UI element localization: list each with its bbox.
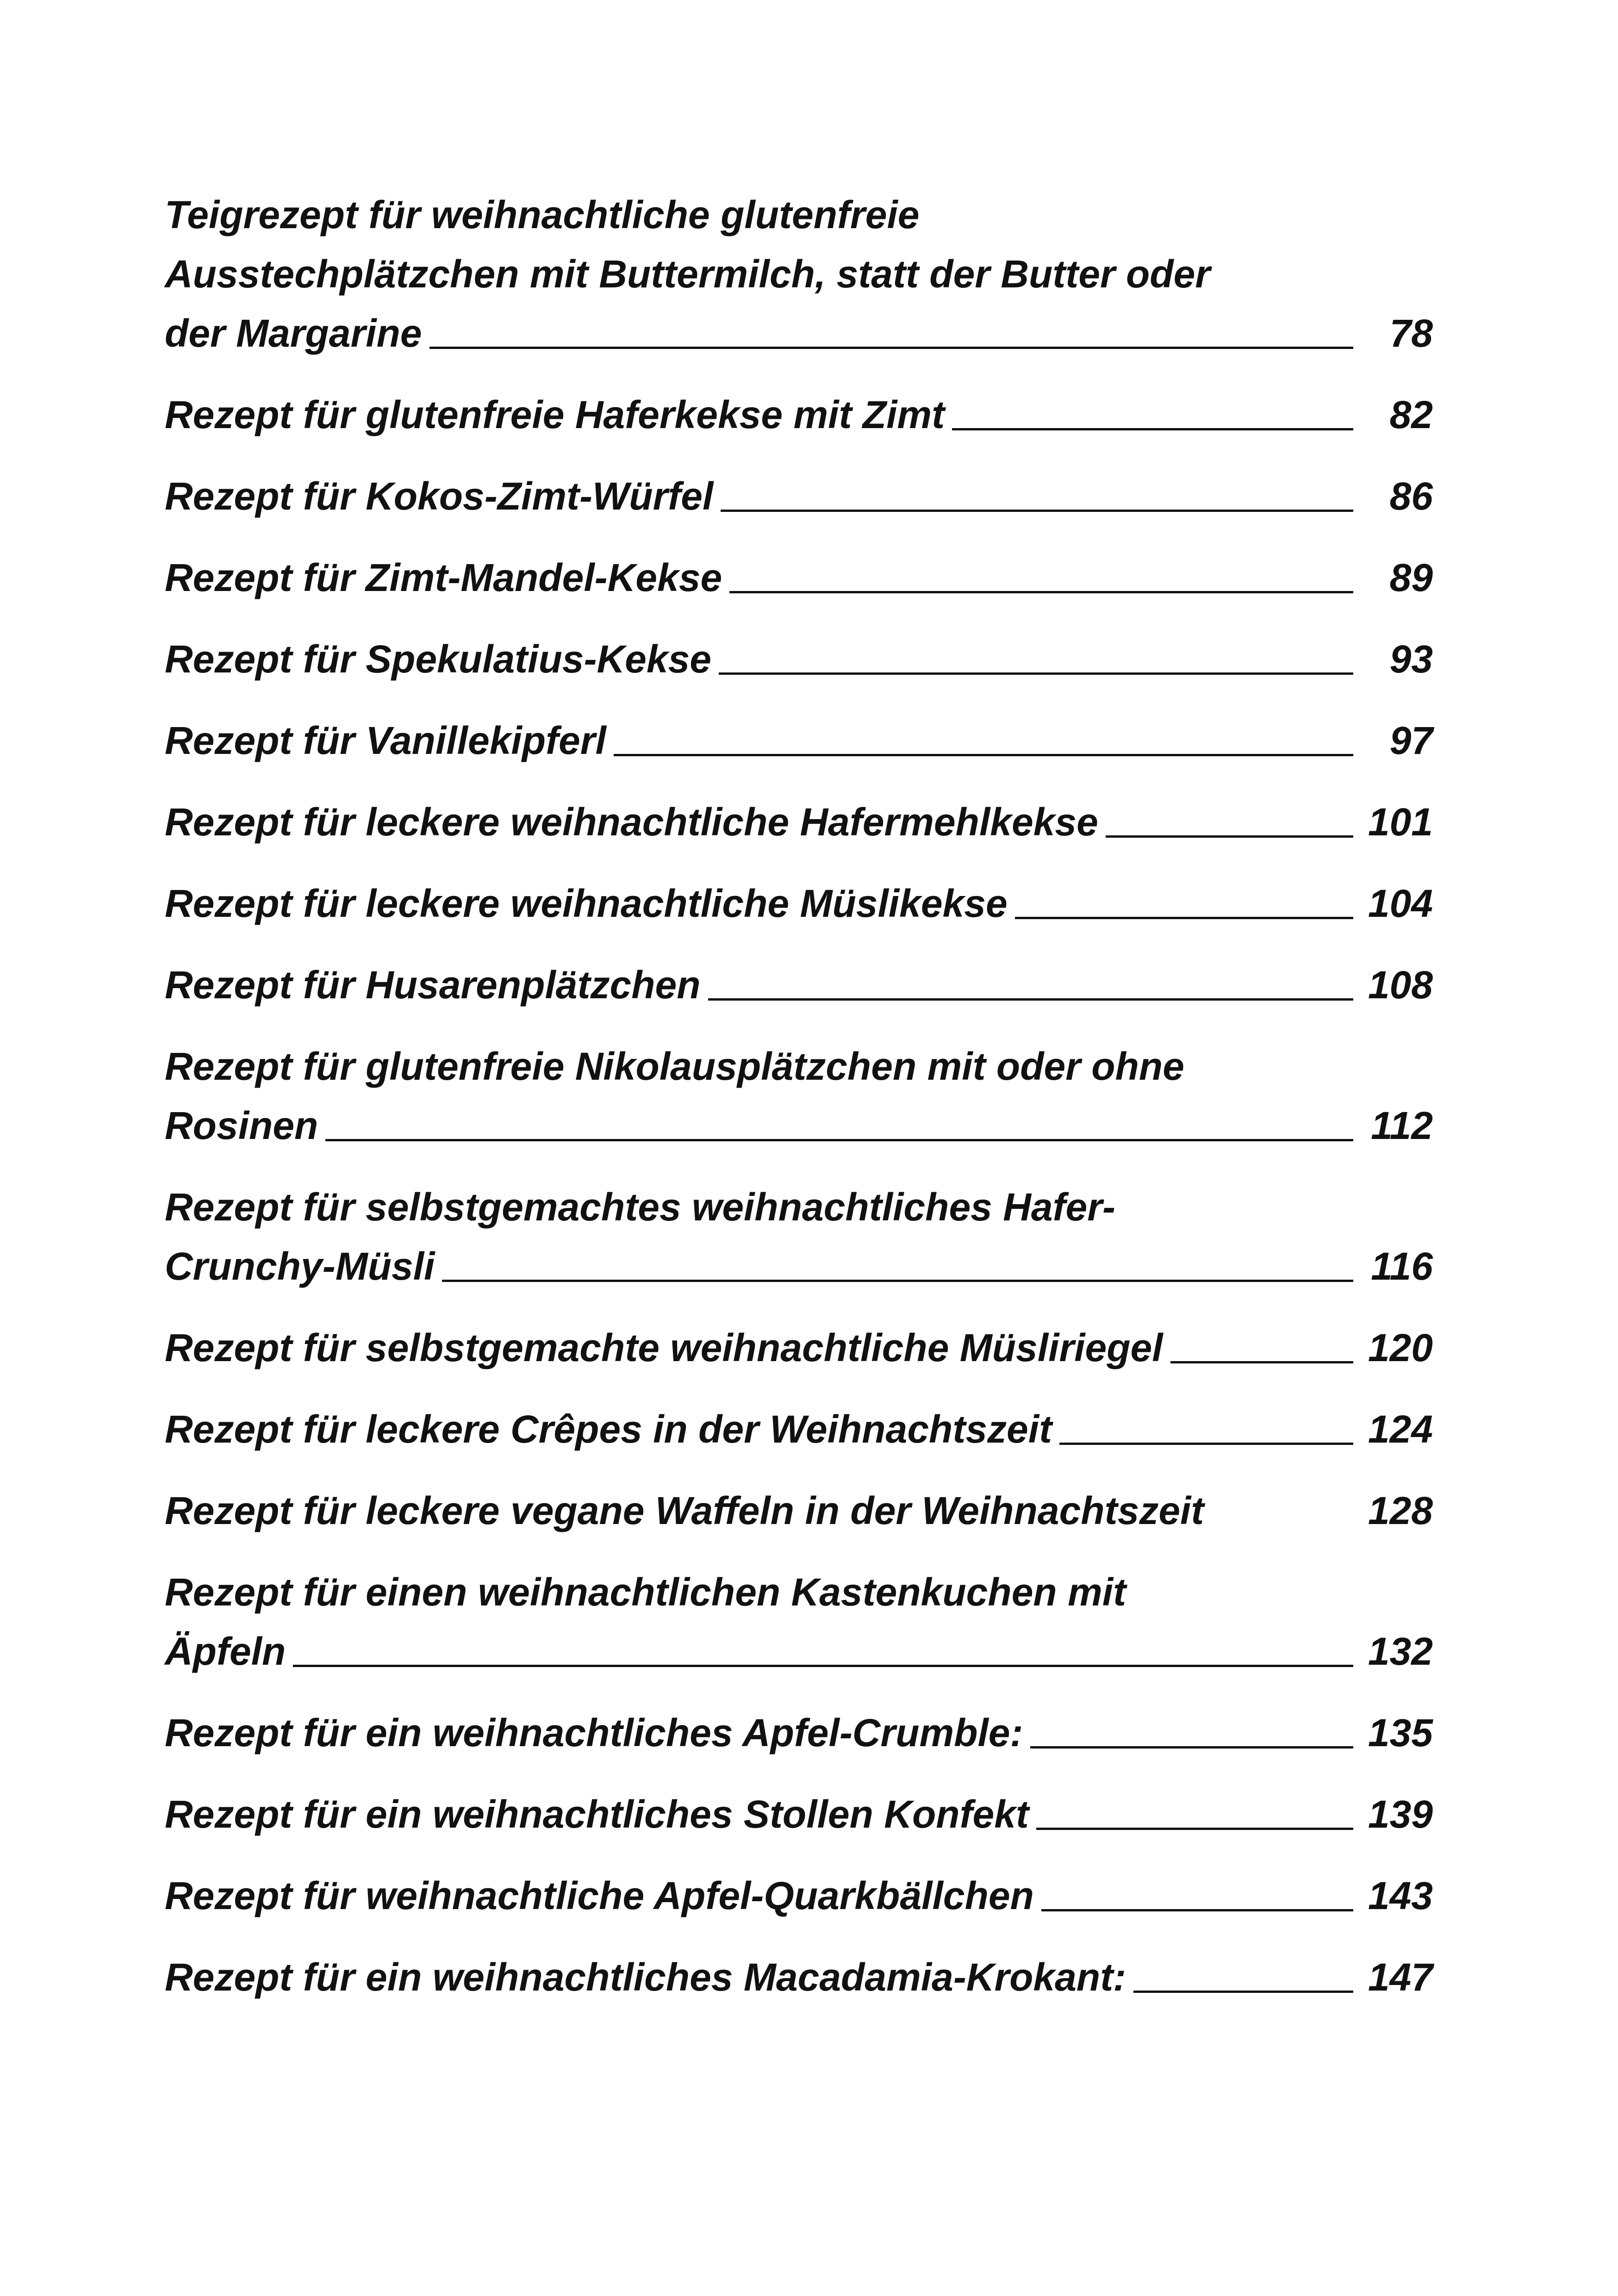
toc-entry[interactable] — [165, 185, 1433, 363]
toc-leader-line — [293, 1665, 1353, 1667]
toc-title-line: Ausstechplätzchen mit Buttermilch, statt der Butter oder — [165, 252, 1211, 296]
toc-entry-title — [165, 1785, 1363, 1844]
toc-leader-line — [1211, 1524, 1353, 1526]
toc-leader-line — [1036, 1828, 1353, 1830]
toc-title-line: Rezept für selbstgemachte weihnachtliche Müsliriegel — [165, 1326, 1163, 1369]
toc-leader-line — [1030, 1746, 1353, 1748]
toc-title-last-line — [165, 1318, 1363, 1377]
toc-title-line: Teigrezept für weihnachtliche glutenfreie — [165, 193, 920, 236]
toc-entry-title — [165, 1177, 1363, 1296]
toc-entry[interactable] — [165, 1400, 1433, 1459]
toc-title-last-line — [165, 1785, 1363, 1844]
toc-entry[interactable] — [165, 1703, 1433, 1762]
toc-title-line: Rezept für leckere Crêpes in der Weihnachtszeit — [165, 1407, 1052, 1451]
toc-leader-line — [1015, 917, 1353, 919]
toc-entry[interactable] — [165, 467, 1433, 526]
toc-leader-line — [721, 510, 1353, 512]
toc-title-last-line — [165, 874, 1363, 933]
toc-title-last-line — [165, 1481, 1363, 1540]
toc-entry[interactable] — [165, 874, 1433, 933]
toc-title-line: Rezept für leckere vegane Waffeln in der Weihnachtszeit — [165, 1489, 1204, 1532]
toc-page-number: 135 — [1368, 1711, 1433, 1755]
toc-entry-title — [165, 1037, 1363, 1155]
toc-page-number: 89 — [1389, 556, 1433, 599]
toc-leader-line — [429, 347, 1353, 349]
toc-entry-title — [165, 1948, 1363, 2007]
toc-title-line: Rezept für einen weihnachtlichen Kastenkuchen mit — [165, 1570, 1126, 1614]
toc-entry-title — [165, 1866, 1363, 1925]
toc-entry[interactable] — [165, 1177, 1433, 1296]
toc-leader-line — [1106, 835, 1353, 838]
toc-entry-title — [165, 385, 1363, 444]
toc-title-line: Rezept für leckere weihnachtliche Hafermehlkekse — [165, 800, 1098, 844]
toc-page-number: 108 — [1368, 963, 1433, 1007]
toc-title-last-line — [165, 1948, 1363, 2007]
toc-title-last-line — [165, 548, 1363, 607]
toc-leader-line — [1133, 1991, 1353, 1993]
toc-title-line: Äpfeln — [165, 1630, 286, 1673]
toc-title-last-line — [165, 1400, 1363, 1459]
toc-title-line: Rezept für selbstgemachtes weihnachtliches Hafer- — [165, 1185, 1115, 1229]
toc-title-last-line — [165, 385, 1363, 444]
toc-title-last-line — [165, 304, 1363, 363]
toc-page-number: 112 — [1371, 1104, 1433, 1147]
toc-title-line: Rezept für Kokos-Zimt-Würfel — [165, 474, 714, 518]
toc-leader-line — [719, 672, 1353, 675]
toc-page-number: 101 — [1368, 800, 1433, 844]
toc-entry[interactable] — [165, 1785, 1433, 1844]
toc-leader-line — [708, 998, 1353, 1001]
toc-entry-title — [165, 1481, 1363, 1540]
toc-entry-title — [165, 711, 1363, 770]
toc-title-last-line — [165, 1237, 1363, 1296]
toc-title-line: Rezept für glutenfreie Nikolausplätzchen mit oder ohne — [165, 1045, 1184, 1088]
toc-leader-line — [1170, 1361, 1353, 1363]
toc-title-line: Rezept für leckere weihnachtliche Müslikekse — [165, 882, 1008, 925]
toc-entry[interactable] — [165, 385, 1433, 444]
toc-entry[interactable] — [165, 548, 1433, 607]
toc-entry[interactable] — [165, 711, 1433, 770]
toc-title-line: Rezept für glutenfreie Haferkekse mit Zimt — [165, 393, 945, 436]
toc-title-last-line — [165, 1622, 1363, 1681]
toc-title-line: Rosinen — [165, 1104, 318, 1147]
toc-title-line: Rezept für Spekulatius-Kekse — [165, 637, 712, 681]
toc-entry[interactable] — [165, 1037, 1433, 1155]
toc-page-number: 93 — [1389, 637, 1433, 681]
toc-leader-line — [952, 428, 1353, 430]
toc-page-number: 82 — [1389, 393, 1433, 436]
toc-entry[interactable] — [165, 792, 1433, 852]
toc-title-line: Rezept für Husarenplätzchen — [165, 963, 701, 1007]
toc-page-number: 116 — [1371, 1244, 1433, 1288]
toc-title-line: Rezept für ein weihnachtliches Macadamia-Krokant: — [165, 1955, 1126, 1999]
toc-entry[interactable] — [165, 1866, 1433, 1925]
toc-leader-line — [325, 1139, 1353, 1141]
toc-entry[interactable] — [165, 1318, 1433, 1377]
toc-leader-line — [614, 754, 1353, 756]
toc-entry[interactable] — [165, 955, 1433, 1014]
toc-entry-title — [165, 1562, 1363, 1681]
toc-title-last-line — [165, 1866, 1363, 1925]
toc-page-number: 120 — [1368, 1326, 1433, 1369]
toc-entry-title — [165, 874, 1363, 933]
toc-entry-title — [165, 1318, 1363, 1377]
toc-entry-title — [165, 1703, 1363, 1762]
toc-title-last-line — [165, 629, 1363, 689]
toc-entry-title — [165, 955, 1363, 1014]
toc-title-line: Crunchy-Müsli — [165, 1244, 435, 1288]
toc-entry[interactable] — [165, 1562, 1433, 1681]
toc-title-last-line — [165, 711, 1363, 770]
toc-entry[interactable] — [165, 1948, 1433, 2007]
toc-title-last-line — [165, 792, 1363, 852]
toc-title-last-line — [165, 1096, 1363, 1155]
toc-title-line: Rezept für Zimt-Mandel-Kekse — [165, 556, 722, 599]
toc-entry-title — [165, 467, 1363, 526]
toc-entry-title — [165, 548, 1363, 607]
toc-entry[interactable] — [165, 1481, 1433, 1540]
toc-leader-line — [442, 1280, 1353, 1282]
toc-leader-line — [1059, 1443, 1353, 1445]
toc-title-last-line — [165, 955, 1363, 1014]
toc-entry-title — [165, 792, 1363, 852]
toc-title-line: Rezept für ein weihnachtliches Apfel-Crumble: — [165, 1711, 1023, 1755]
toc-title-line: Rezept für weihnachtliche Apfel-Quarkbällchen — [165, 1874, 1034, 1917]
toc-page-number: 124 — [1368, 1407, 1433, 1451]
toc-title-line: Rezept für ein weihnachtliches Stollen Konfekt — [165, 1792, 1029, 1836]
toc-page-number: 78 — [1389, 311, 1433, 355]
toc-page-number: 139 — [1368, 1792, 1433, 1836]
toc-leader-line — [1041, 1909, 1353, 1911]
toc-entry[interactable] — [165, 629, 1433, 689]
toc-page-number: 132 — [1368, 1630, 1433, 1673]
toc-page-number: 143 — [1368, 1874, 1433, 1917]
toc-title-last-line — [165, 1703, 1363, 1762]
toc-title-line: Rezept für Vanillekipferl — [165, 719, 606, 762]
toc-entry-title — [165, 1400, 1363, 1459]
toc-leader-line — [729, 591, 1353, 593]
toc-entry-title — [165, 629, 1363, 689]
toc-page-number: 97 — [1389, 719, 1433, 762]
toc-title-line: der Margarine — [165, 311, 422, 355]
table-of-contents — [165, 185, 1433, 2029]
toc-page-number: 86 — [1389, 474, 1433, 518]
toc-page-number: 128 — [1368, 1489, 1433, 1532]
toc-title-last-line — [165, 467, 1363, 526]
toc-page-number: 104 — [1368, 882, 1433, 925]
toc-page-number: 147 — [1368, 1955, 1433, 1999]
toc-entry-title — [165, 185, 1363, 363]
